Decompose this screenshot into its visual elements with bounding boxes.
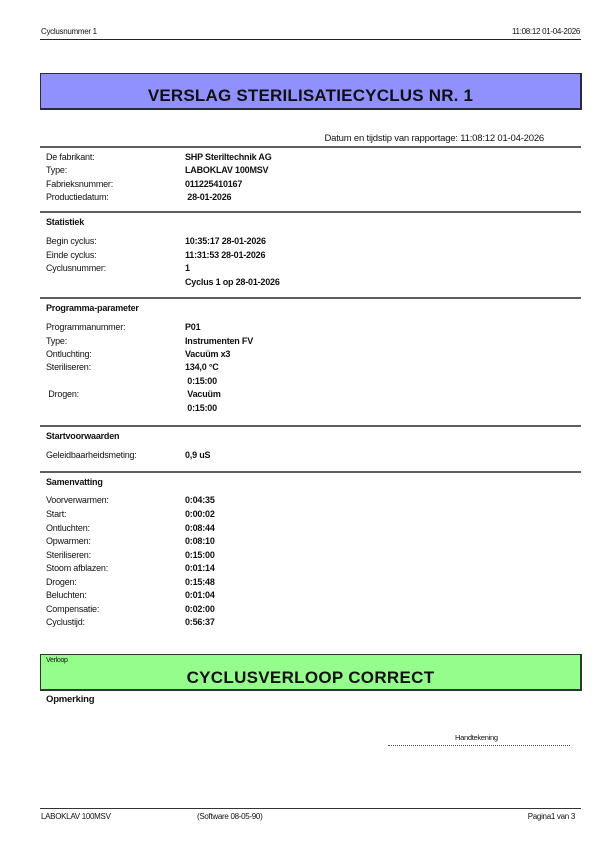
row-value: 10:35:17 28-01-2026	[185, 236, 266, 246]
row-label: Beluchten:	[46, 590, 87, 600]
row-value: 0:00:02	[185, 509, 215, 519]
row-value: 0:56:37	[185, 617, 215, 627]
row-value: 134,0 °C	[185, 362, 219, 372]
row-value: P01	[185, 322, 201, 332]
row-label: Steriliseren:	[46, 362, 91, 372]
remark-title: Opmerking	[46, 694, 95, 705]
row-label: Cyclustijd:	[46, 617, 85, 627]
footer-page-number: Pagina1 van 3	[527, 812, 575, 821]
row-value: 0:15:48	[185, 577, 215, 587]
row-value: Vacuüm x3	[185, 349, 231, 359]
signature-label: Handtekening	[455, 733, 498, 742]
section-title-start-conditions: Startvoorwaarden	[46, 431, 120, 441]
row-label: Type:	[46, 165, 68, 175]
report-datetime: Datum en tijdstip van rapportage: 11:08:12 01-04-2026	[324, 133, 544, 144]
footer-software-version: (Software 08-05-90)	[197, 812, 263, 821]
row-value: 0,9 uS	[185, 450, 211, 460]
row-label: Geleidbaarheidsmeting:	[46, 450, 137, 460]
row-label: Drogen:	[46, 389, 79, 399]
section-title-summary: Samenvatting	[46, 477, 103, 487]
row-value: 1	[185, 263, 190, 273]
row-label: Stoom afblazen:	[46, 563, 109, 573]
row-value: 0:15:00	[185, 550, 215, 560]
row-value: Vacuüm	[185, 389, 221, 399]
section-title-statistics: Statistiek	[46, 217, 85, 227]
row-value: 28-01-2026	[185, 192, 232, 202]
row-value: 0:04:35	[185, 495, 215, 505]
row-value: 0:15:00	[185, 403, 217, 413]
row-value: 0:08:44	[185, 523, 215, 533]
page-header-cycle-number: Cyclusnummer 1	[41, 27, 97, 36]
row-label: Compensatie:	[46, 604, 100, 614]
row-label: Begin cyclus:	[46, 236, 97, 246]
row-value: 0:15:00	[185, 376, 217, 386]
row-label: Start:	[46, 509, 67, 519]
row-label: Voorverwarmen:	[46, 495, 109, 505]
row-value: 0:08:10	[185, 536, 215, 546]
status-text: CYCLUSVERLOOP CORRECT	[186, 668, 435, 687]
section-divider	[40, 297, 581, 299]
row-value: SHP Steriltechnik AG	[185, 152, 272, 162]
section-title-program: Programma-parameter	[46, 303, 139, 313]
row-value: 0:01:14	[185, 563, 215, 573]
section-divider	[40, 211, 581, 213]
status-label: Verloop	[46, 657, 68, 664]
row-label: Ontluchten:	[46, 523, 90, 533]
row-label: De fabrikant:	[46, 152, 95, 162]
row-value: LABOKLAV 100MSV	[185, 165, 269, 175]
row-label: Steriliseren:	[46, 550, 91, 560]
section-divider	[40, 471, 581, 473]
row-value: 11:31:53 28-01-2026	[185, 250, 266, 260]
row-label: Opwarmen:	[46, 536, 91, 546]
section-divider	[40, 146, 581, 148]
row-label: Type:	[46, 336, 68, 346]
page-header-timestamp: 11:08:12 01-04-2026	[512, 27, 580, 36]
row-label: Cyclusnummer:	[46, 263, 106, 273]
title-banner	[40, 73, 582, 110]
row-label: Productiedatum:	[46, 192, 109, 202]
row-value: Instrumenten FV	[185, 336, 254, 346]
footer-device: LABOKLAV 100MSV	[41, 812, 111, 821]
row-label: Fabrieksnummer:	[46, 179, 114, 189]
row-value: Cyclus 1 op 28-01-2026	[185, 277, 280, 287]
row-value: 011225410167	[185, 179, 243, 189]
header-divider	[40, 39, 581, 40]
status-banner	[40, 654, 582, 691]
report-title: VERSLAG STERILISATIECYCLUS NR. 1	[147, 86, 474, 105]
row-label: Ontluchting:	[46, 349, 92, 359]
row-label: Programmanummer:	[46, 322, 126, 332]
signature-line	[388, 745, 570, 746]
row-value: 0:02:00	[185, 604, 215, 614]
row-value: 0:01:04	[185, 590, 215, 600]
footer-divider	[40, 808, 581, 809]
row-label: Drogen:	[46, 577, 77, 587]
section-divider	[40, 425, 581, 427]
row-label: Einde cyclus:	[46, 250, 97, 260]
